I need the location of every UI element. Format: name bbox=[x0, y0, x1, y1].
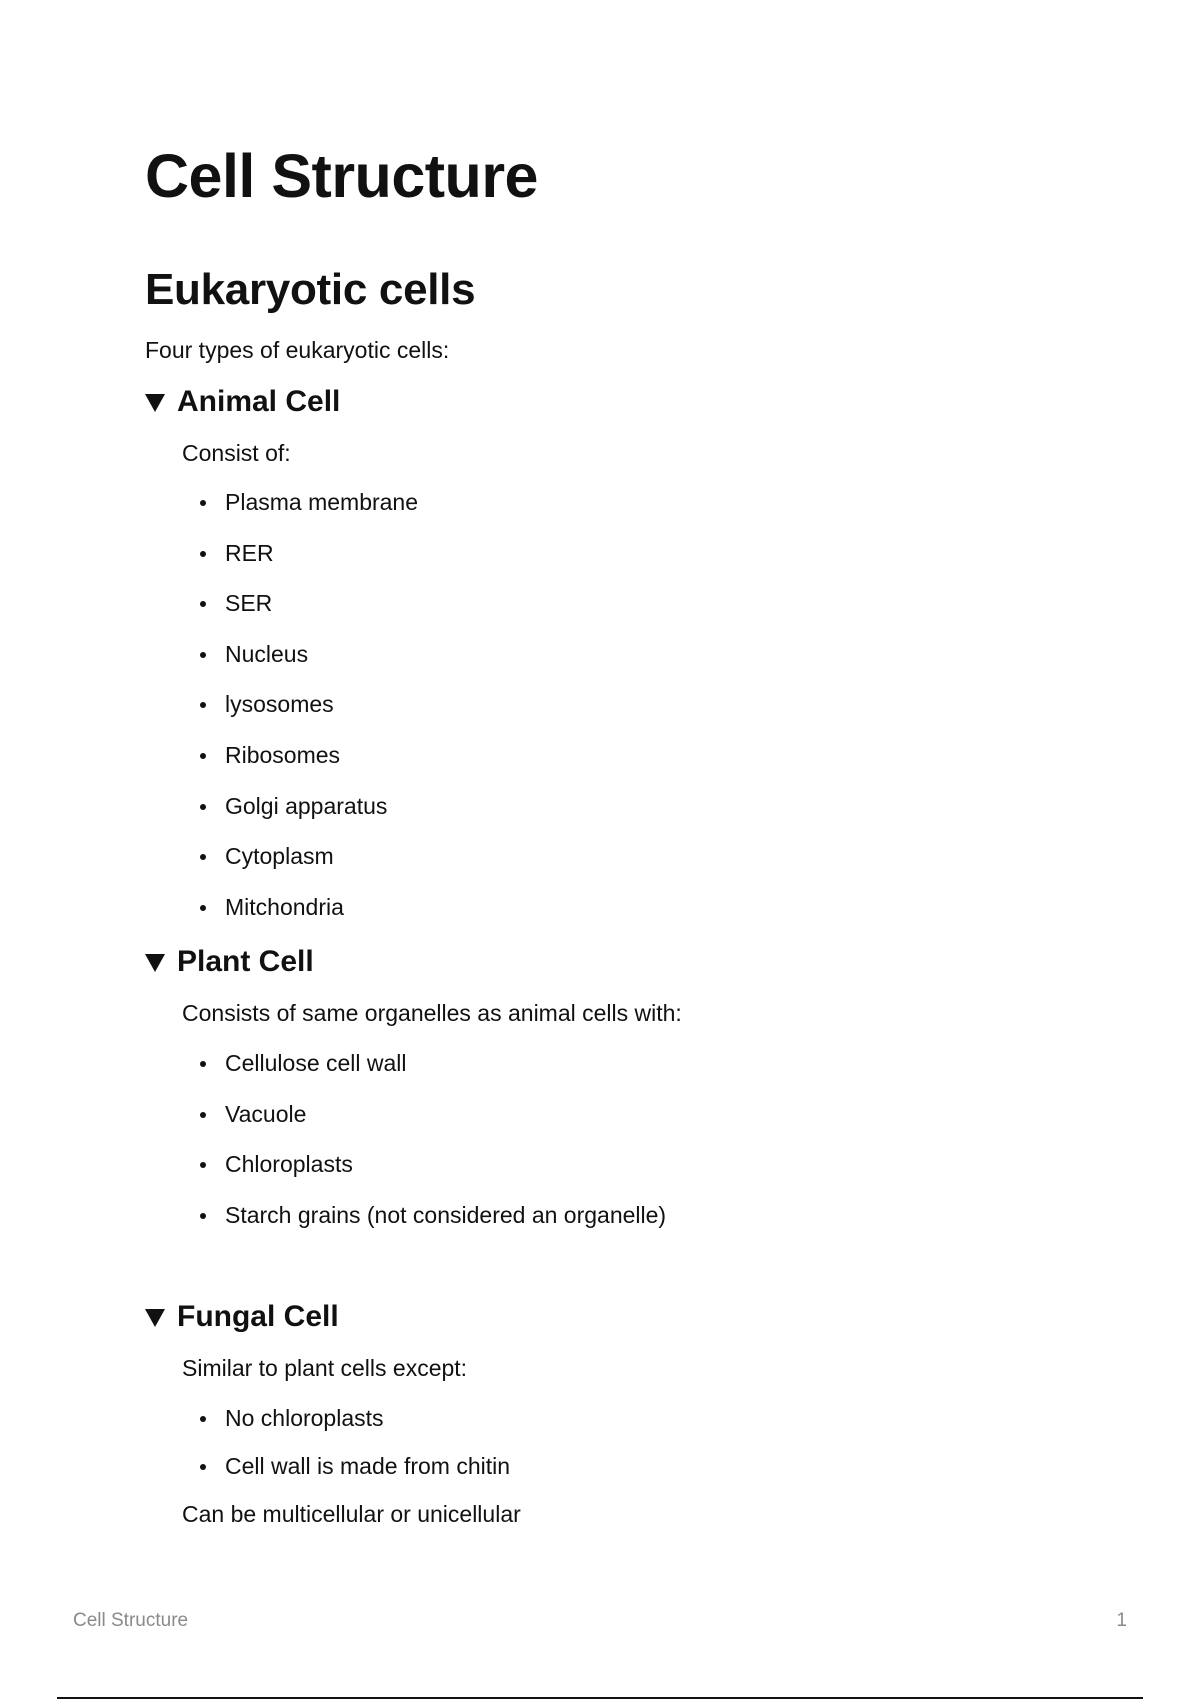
list-item: Starch grains (not considered an organelle) bbox=[182, 1200, 1045, 1230]
toggle-body bbox=[145, 438, 1045, 922]
toggle-body bbox=[145, 998, 1045, 1230]
toggle-body bbox=[145, 1353, 1045, 1529]
list-item: Ribosomes bbox=[182, 740, 1045, 770]
list-item: SER bbox=[182, 588, 1045, 618]
toggle-fungal-cell bbox=[145, 1299, 1045, 1529]
toggle-header-fungal-cell[interactable] bbox=[145, 1299, 1045, 1335]
list-item: Plasma membrane bbox=[182, 487, 1045, 517]
toggle-plant-cell bbox=[145, 944, 1045, 1250]
bullet-list bbox=[182, 1403, 1045, 1481]
toggle-intro-text: Consists of same organelles as animal cells with: bbox=[182, 1000, 682, 1026]
bullet-list bbox=[182, 1048, 1045, 1230]
toggle-triangle-down-icon[interactable] bbox=[145, 954, 165, 972]
toggle-title: Plant Cell bbox=[177, 945, 314, 978]
section-heading: Eukaryotic cells bbox=[145, 265, 476, 314]
toggle-title: Fungal Cell bbox=[177, 1300, 339, 1333]
toggle-header-plant-cell[interactable] bbox=[145, 944, 1045, 980]
intro-text: Four types of eukaryotic cells: bbox=[145, 337, 450, 363]
list-item: Cytoplasm bbox=[182, 841, 1045, 871]
list-item: Cell wall is made from chitin bbox=[182, 1451, 1045, 1481]
page-number: 1 bbox=[1116, 1610, 1127, 1631]
list-item: Mitchondria bbox=[182, 892, 1045, 922]
toggle-triangle-down-icon[interactable] bbox=[145, 1309, 165, 1327]
page-title: Cell Structure bbox=[145, 142, 538, 210]
footer-divider bbox=[57, 1697, 1143, 1699]
toggle-animal-cell bbox=[145, 384, 1045, 942]
toggle-title: Animal Cell bbox=[177, 385, 341, 418]
list-item: Cellulose cell wall bbox=[182, 1048, 1045, 1078]
toggle-intro-text: Consist of: bbox=[182, 440, 291, 466]
toggle-intro-text: Similar to plant cells except: bbox=[182, 1355, 468, 1381]
footer-title: Cell Structure bbox=[73, 1610, 189, 1631]
list-item: lysosomes bbox=[182, 689, 1045, 719]
list-item: Chloroplasts bbox=[182, 1149, 1045, 1179]
list-item: RER bbox=[182, 538, 1045, 568]
toggle-header-animal-cell[interactable] bbox=[145, 384, 1045, 420]
list-item: No chloroplasts bbox=[182, 1403, 1045, 1433]
list-item: Golgi apparatus bbox=[182, 791, 1045, 821]
bullet-list bbox=[182, 487, 1045, 922]
toggle-outro-text: Can be multicellular or unicellular bbox=[182, 1501, 521, 1527]
list-item: Nucleus bbox=[182, 639, 1045, 669]
list-item: Vacuole bbox=[182, 1099, 1045, 1129]
toggle-triangle-down-icon[interactable] bbox=[145, 394, 165, 412]
